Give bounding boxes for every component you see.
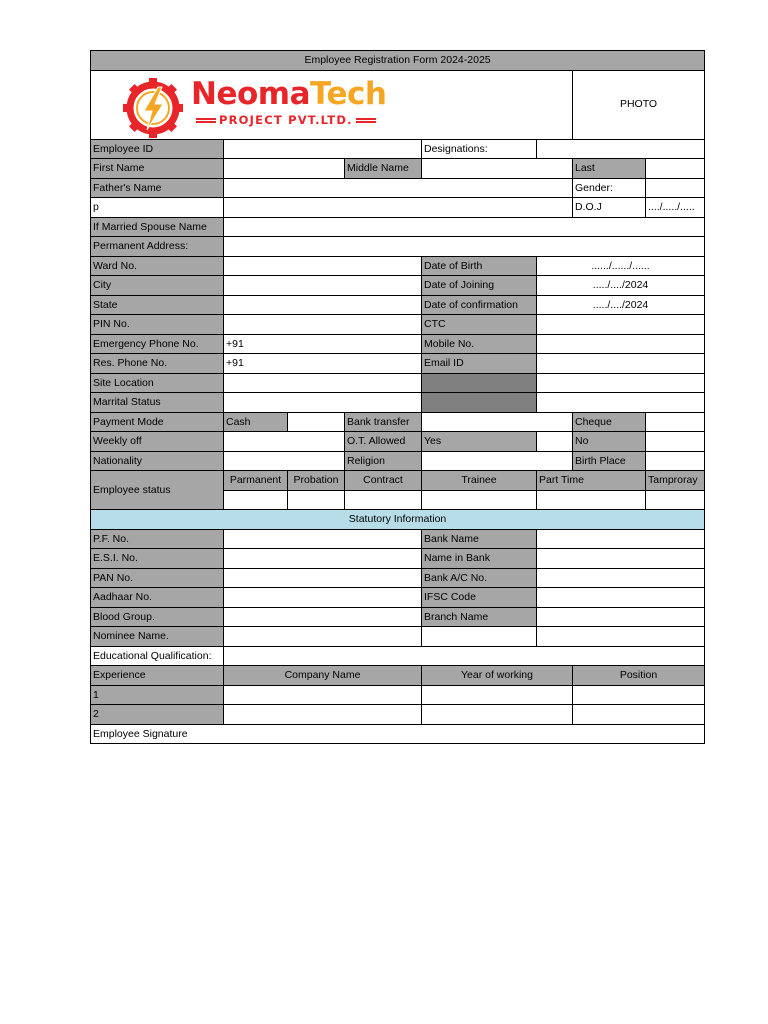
permanent-address-label: Permanent Address: (91, 237, 224, 257)
form-row (91, 237, 705, 257)
weekly-off-label: Weekly off (91, 432, 224, 452)
esi-no-field[interactable] (224, 549, 422, 569)
form-row (91, 471, 705, 491)
mobile-no-field[interactable] (537, 334, 705, 354)
nominee-extra-field[interactable] (537, 627, 705, 647)
form-row (91, 315, 705, 335)
aadhaar-no-field[interactable] (224, 588, 422, 608)
cheque-option: Cheque (573, 412, 646, 432)
status-checkbox-parmanent[interactable] (224, 490, 288, 510)
employee-status-label: Employee status (91, 471, 224, 510)
status-option-parmanent: Parmanent (224, 471, 288, 491)
doj-short-label: D.O.J (573, 198, 646, 218)
marrital-status-label: Marrital Status (91, 393, 224, 413)
position-field[interactable] (573, 705, 705, 725)
ot-yes-option: Yes (422, 432, 537, 452)
email-id-field[interactable] (537, 354, 705, 374)
experience-row-number: 1 (91, 685, 224, 705)
name-in-bank-label: Name in Bank (422, 549, 537, 569)
statutory-information-header: Statutory Information (91, 510, 705, 530)
experience-row (91, 685, 705, 705)
year-of-working-field[interactable] (422, 705, 573, 725)
bank-name-label: Bank Name (422, 529, 537, 549)
religion-field[interactable] (422, 451, 573, 471)
last-name-field[interactable] (646, 159, 705, 179)
nominee-name-field[interactable] (224, 627, 422, 647)
form-row (91, 588, 705, 608)
educational-qualification-field[interactable] (224, 646, 705, 666)
pin-no-field[interactable] (224, 315, 422, 335)
signature-row (91, 724, 705, 744)
form-row (91, 627, 705, 647)
ot-no-option: No (573, 432, 646, 452)
form-row (91, 432, 705, 452)
status-checkbox-part-time[interactable] (537, 490, 646, 510)
mobile-no-label: Mobile No. (422, 334, 537, 354)
permanent-address-field[interactable] (224, 237, 705, 257)
position-header: Position (573, 666, 705, 686)
form-row (91, 159, 705, 179)
form-row (91, 354, 705, 374)
date-of-confirmation-label: Date of confirmation (422, 295, 537, 315)
email-id-label: Email ID (422, 354, 537, 374)
first-name-field[interactable] (224, 159, 345, 179)
aadhaar-no-label: Aadhaar No. (91, 588, 224, 608)
middle-name-label: Middle Name (345, 159, 422, 179)
date-of-birth-label: Date of Birth (422, 256, 537, 276)
cash-option: Cash (224, 412, 288, 432)
experience-row-number: 2 (91, 705, 224, 725)
form-row (91, 276, 705, 296)
gear-lightning-icon (117, 77, 189, 139)
first-name-label: First Name (91, 159, 224, 179)
status-option-trainee: Trainee (422, 471, 537, 491)
status-checkbox-contract[interactable] (345, 490, 422, 510)
status-option-tamproray: Tamproray (646, 471, 705, 491)
header-row (91, 70, 705, 139)
brand-name: NeomaTech (191, 75, 387, 112)
blank-shaded-cell (422, 373, 537, 393)
company-logo (117, 77, 427, 139)
date-of-confirmation-field[interactable]: ...../..../2024 (537, 295, 705, 315)
city-field[interactable] (224, 276, 422, 296)
form-row (91, 178, 705, 198)
ctc-field[interactable] (537, 315, 705, 335)
p-label: p (91, 198, 224, 218)
bank-ac-no-field[interactable] (537, 568, 705, 588)
form-row (91, 198, 705, 218)
marrital-status-field[interactable] (224, 393, 422, 413)
fathers-name-label: Father's Name (91, 178, 224, 198)
blank-shaded-cell (422, 393, 537, 413)
weekly-off-field[interactable] (224, 432, 345, 452)
pan-no-label: PAN No. (91, 568, 224, 588)
payment-mode-label: Payment Mode (91, 412, 224, 432)
ward-no-field[interactable] (224, 256, 422, 276)
nominee-extra-field[interactable] (422, 627, 537, 647)
middle-name-field[interactable] (422, 159, 573, 179)
ot-no-checkbox[interactable] (646, 432, 705, 452)
company-name-header: Company Name (224, 666, 422, 686)
blood-group-label: Blood Group. (91, 607, 224, 627)
form-row (91, 217, 705, 237)
title-row (91, 51, 705, 71)
form-row (91, 256, 705, 276)
status-checkbox-probation[interactable] (288, 490, 345, 510)
employee-id-label: Employee ID (91, 139, 224, 159)
bank-ac-no-label: Bank A/C No. (422, 568, 537, 588)
status-option-probation: Probation (288, 471, 345, 491)
bank-name-field[interactable] (537, 529, 705, 549)
blood-group-field[interactable] (224, 607, 422, 627)
fathers-name-field[interactable] (224, 178, 573, 198)
position-field[interactable] (573, 685, 705, 705)
doj-short-field[interactable]: ..../...../..... (646, 198, 705, 218)
section-header-row (91, 510, 705, 530)
form-row (91, 451, 705, 471)
status-option-contract: Contract (345, 471, 422, 491)
form-row (91, 607, 705, 627)
branch-name-field[interactable] (537, 607, 705, 627)
emergency-phone-label: Emergency Phone No. (91, 334, 224, 354)
educational-qualification-label: Educational Qualification: (91, 646, 224, 666)
year-of-working-field[interactable] (422, 685, 573, 705)
form-row (91, 139, 705, 159)
form-row (91, 334, 705, 354)
date-of-joining-field[interactable]: ...../..../2024 (537, 276, 705, 296)
pf-no-field[interactable] (224, 529, 422, 549)
name-in-bank-field[interactable] (537, 549, 705, 569)
employee-signature-area[interactable] (91, 724, 705, 744)
experience-header-row (91, 666, 705, 686)
form-row (91, 373, 705, 393)
employee-id-field[interactable] (224, 139, 422, 159)
emergency-phone-field[interactable]: +91 (224, 334, 422, 354)
blank-field[interactable] (537, 373, 705, 393)
form-row (91, 393, 705, 413)
ot-yes-checkbox[interactable] (537, 432, 573, 452)
blank-field[interactable] (537, 393, 705, 413)
company-name-field[interactable] (224, 685, 422, 705)
state-label: State (91, 295, 224, 315)
res-phone-field[interactable]: +91 (224, 354, 422, 374)
last-name-label: Last (573, 159, 646, 179)
form-title: Employee Registration Form 2024-2025 (91, 51, 705, 71)
site-location-field[interactable] (224, 373, 422, 393)
company-name-field[interactable] (224, 705, 422, 725)
bank-transfer-option: Bank transfer (345, 412, 422, 432)
ifsc-code-field[interactable] (537, 588, 705, 608)
experience-label: Experience (91, 666, 224, 686)
gender-field[interactable] (646, 178, 705, 198)
pin-no-label: PIN No. (91, 315, 224, 335)
form-row (91, 529, 705, 549)
birth-place-label: Birth Place (573, 451, 646, 471)
spouse-name-field[interactable] (224, 217, 705, 237)
nationality-field[interactable] (224, 451, 345, 471)
birth-place-field[interactable] (646, 451, 705, 471)
form-row (91, 549, 705, 569)
nationality-label: Nationality (91, 451, 224, 471)
form-row (91, 412, 705, 432)
date-of-birth-field[interactable]: ....../....../...... (537, 256, 705, 276)
spouse-name-label: If Married Spouse Name (91, 217, 224, 237)
designations-label: Designations: (422, 139, 537, 159)
designations-field[interactable] (537, 139, 705, 159)
experience-row (91, 705, 705, 725)
form-row (91, 568, 705, 588)
photo-box[interactable]: PHOTO (573, 70, 705, 139)
cheque-checkbox[interactable] (646, 412, 705, 432)
form-row (91, 295, 705, 315)
gender-label: Gender: (573, 178, 646, 198)
employee-registration-form (90, 50, 705, 744)
ifsc-code-label: IFSC Code (422, 588, 537, 608)
esi-no-label: E.S.I. No. (91, 549, 224, 569)
city-label: City (91, 276, 224, 296)
pan-no-field[interactable] (224, 568, 422, 588)
ctc-label: CTC (422, 315, 537, 335)
p-field[interactable] (224, 198, 573, 218)
cash-checkbox[interactable] (288, 412, 345, 432)
date-of-joining-label: Date of Joining (422, 276, 537, 296)
year-of-working-header: Year of working (422, 666, 573, 686)
religion-label: Religion (345, 451, 422, 471)
ot-allowed-label: O.T. Allowed (345, 432, 422, 452)
nominee-name-label: Nominee Name. (91, 627, 224, 647)
status-checkbox-tamproray[interactable] (646, 490, 705, 510)
status-checkbox-trainee[interactable] (422, 490, 537, 510)
brand-subtitle: PROJECT PVT.LTD. (193, 115, 379, 127)
res-phone-label: Res. Phone No. (91, 354, 224, 374)
branch-name-label: Branch Name (422, 607, 537, 627)
state-field[interactable] (224, 295, 422, 315)
logo-cell (91, 70, 573, 139)
pf-no-label: P.F. No. (91, 529, 224, 549)
bank-transfer-checkbox[interactable] (422, 412, 573, 432)
employee-signature-label: Employee Signature (93, 727, 188, 740)
form-row (91, 646, 705, 666)
ward-no-label: Ward No. (91, 256, 224, 276)
status-option-part-time: Part Time (537, 471, 646, 491)
site-location-label: Site Location (91, 373, 224, 393)
